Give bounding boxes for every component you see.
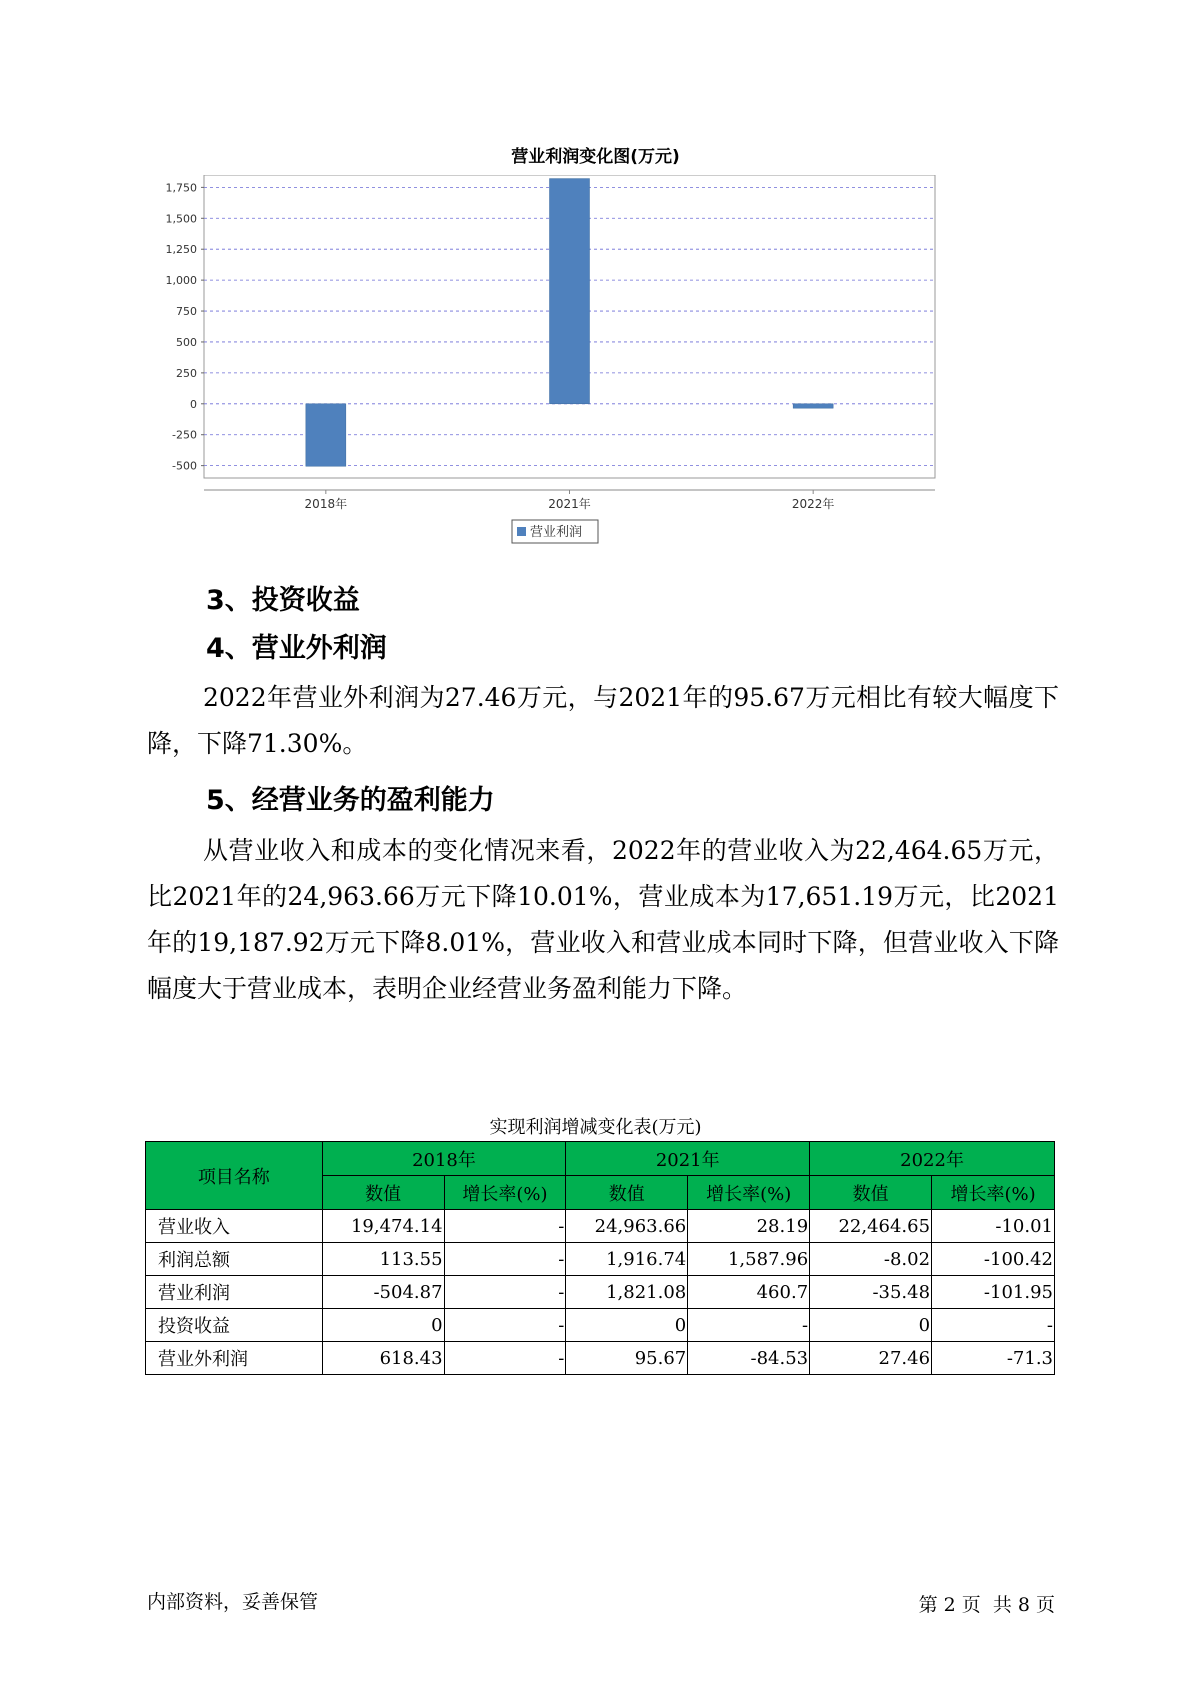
cell-value: 19,474.14	[322, 1210, 444, 1243]
cell-value: 113.55	[322, 1243, 444, 1276]
footer-page-number: 第 2 页 共 8 页	[918, 1594, 1055, 1616]
cell-growth-rate: -84.53	[688, 1342, 810, 1375]
cell-value: -35.48	[810, 1276, 932, 1309]
row-label: 利润总额	[146, 1243, 323, 1276]
cell-growth-rate: 1,587.96	[688, 1243, 810, 1276]
row-label: 营业外利润	[146, 1342, 323, 1375]
y-tick-label: 500	[176, 335, 197, 349]
operating-profit-chart	[140, 175, 970, 555]
heading-non-operating-profit: 4、营业外利润	[206, 633, 387, 664]
heading-profitability: 5、经营业务的盈利能力	[206, 785, 495, 816]
y-tick-label: 1,250	[165, 243, 197, 257]
cell-value: 1,821.08	[566, 1276, 688, 1309]
y-tick-label: 750	[176, 305, 197, 319]
cell-growth-rate: 460.7	[688, 1276, 810, 1309]
legend-label: 营业利润	[530, 525, 583, 540]
cell-value: 1,916.74	[566, 1243, 688, 1276]
y-tick-label: -500	[172, 459, 197, 473]
x-tick-label: 2022年	[791, 497, 835, 511]
table-body	[146, 1210, 1055, 1375]
subheader-growth: 增长率(%)	[688, 1176, 810, 1210]
cell-value: 618.43	[322, 1342, 444, 1375]
table-row	[146, 1342, 1055, 1375]
paragraph-profitability: 从营业收入和成本的变化情况来看，2022年的营业收入为22,464.65万元，比2021年的24,963.66万元下降10.01%，营业成本为17,651.19万元，比2021年的19,187.92万元下降8.01%，营业收入和营业成本同时下降，但营业收入下降幅度大于营业成本，表明企业经营业务盈利能力下降。	[147, 836, 1059, 1003]
bar-2021年	[550, 179, 590, 404]
row-label: 营业利润	[146, 1276, 323, 1309]
cell-growth-rate: -71.3	[932, 1342, 1055, 1375]
cell-growth-rate: -	[444, 1342, 566, 1375]
y-tick-label: 1,000	[165, 274, 197, 288]
bar-2018年	[306, 404, 346, 466]
y-tick-label: -250	[172, 428, 197, 442]
cell-growth-rate: -	[444, 1210, 566, 1243]
cell-value: 0	[566, 1309, 688, 1342]
subheader-growth: 增长率(%)	[932, 1176, 1055, 1210]
cell-value: -504.87	[322, 1276, 444, 1309]
table-row	[146, 1276, 1055, 1309]
x-tick-label: 2021年	[548, 497, 591, 511]
heading-investment-income: 3、投资收益	[206, 585, 360, 616]
y-tick-label: 0	[190, 397, 197, 411]
subheader-value: 数值	[810, 1176, 932, 1210]
cell-value: 27.46	[810, 1342, 932, 1375]
footer-confidential-note: 内部资料，妥善保管	[147, 1591, 319, 1613]
cell-value: 24,963.66	[566, 1210, 688, 1243]
table-title: 实现利润增减变化表(万元)	[489, 1117, 702, 1138]
header-item-name: 项目名称	[146, 1142, 323, 1210]
subheader-growth: 增长率(%)	[444, 1176, 566, 1210]
legend-swatch	[517, 527, 526, 536]
cell-value: 22,464.65	[810, 1210, 932, 1243]
cell-growth-rate: -	[932, 1309, 1055, 1342]
cell-growth-rate: -100.42	[932, 1243, 1055, 1276]
cell-growth-rate: -101.95	[932, 1276, 1055, 1309]
cell-growth-rate: -10.01	[932, 1210, 1055, 1243]
table-row	[146, 1210, 1055, 1243]
header-year-2021: 2021年	[566, 1142, 810, 1176]
row-label: 投资收益	[146, 1309, 323, 1342]
cell-growth-rate: -	[444, 1309, 566, 1342]
cell-value: 0	[322, 1309, 444, 1342]
y-tick-label: 1,500	[165, 212, 197, 226]
bar-2022年	[793, 404, 833, 408]
x-tick-label: 2018年	[304, 497, 348, 511]
row-label: 营业收入	[146, 1210, 323, 1243]
cell-growth-rate: -	[444, 1276, 566, 1309]
header-year-2018: 2018年	[322, 1142, 566, 1176]
y-tick-label: 250	[176, 366, 197, 380]
paragraph-non-operating-profit: 2022年营业外利润为27.46万元，与2021年的95.67万元相比有较大幅度下降，下降71.30%。	[147, 683, 1059, 758]
subheader-value: 数值	[566, 1176, 688, 1210]
header-year-2022: 2022年	[810, 1142, 1055, 1176]
cell-value: 95.67	[566, 1342, 688, 1375]
table-row	[146, 1243, 1055, 1276]
table-row	[146, 1309, 1055, 1342]
chart-title: 营业利润变化图(万元)	[511, 147, 680, 167]
cell-growth-rate: -	[444, 1243, 566, 1276]
y-tick-label: 1,750	[165, 181, 197, 195]
cell-growth-rate: 28.19	[688, 1210, 810, 1243]
subheader-value: 数值	[322, 1176, 444, 1210]
profit-change-table	[145, 1141, 1055, 1375]
cell-growth-rate: -	[688, 1309, 810, 1342]
cell-value: -8.02	[810, 1243, 932, 1276]
cell-value: 0	[810, 1309, 932, 1342]
